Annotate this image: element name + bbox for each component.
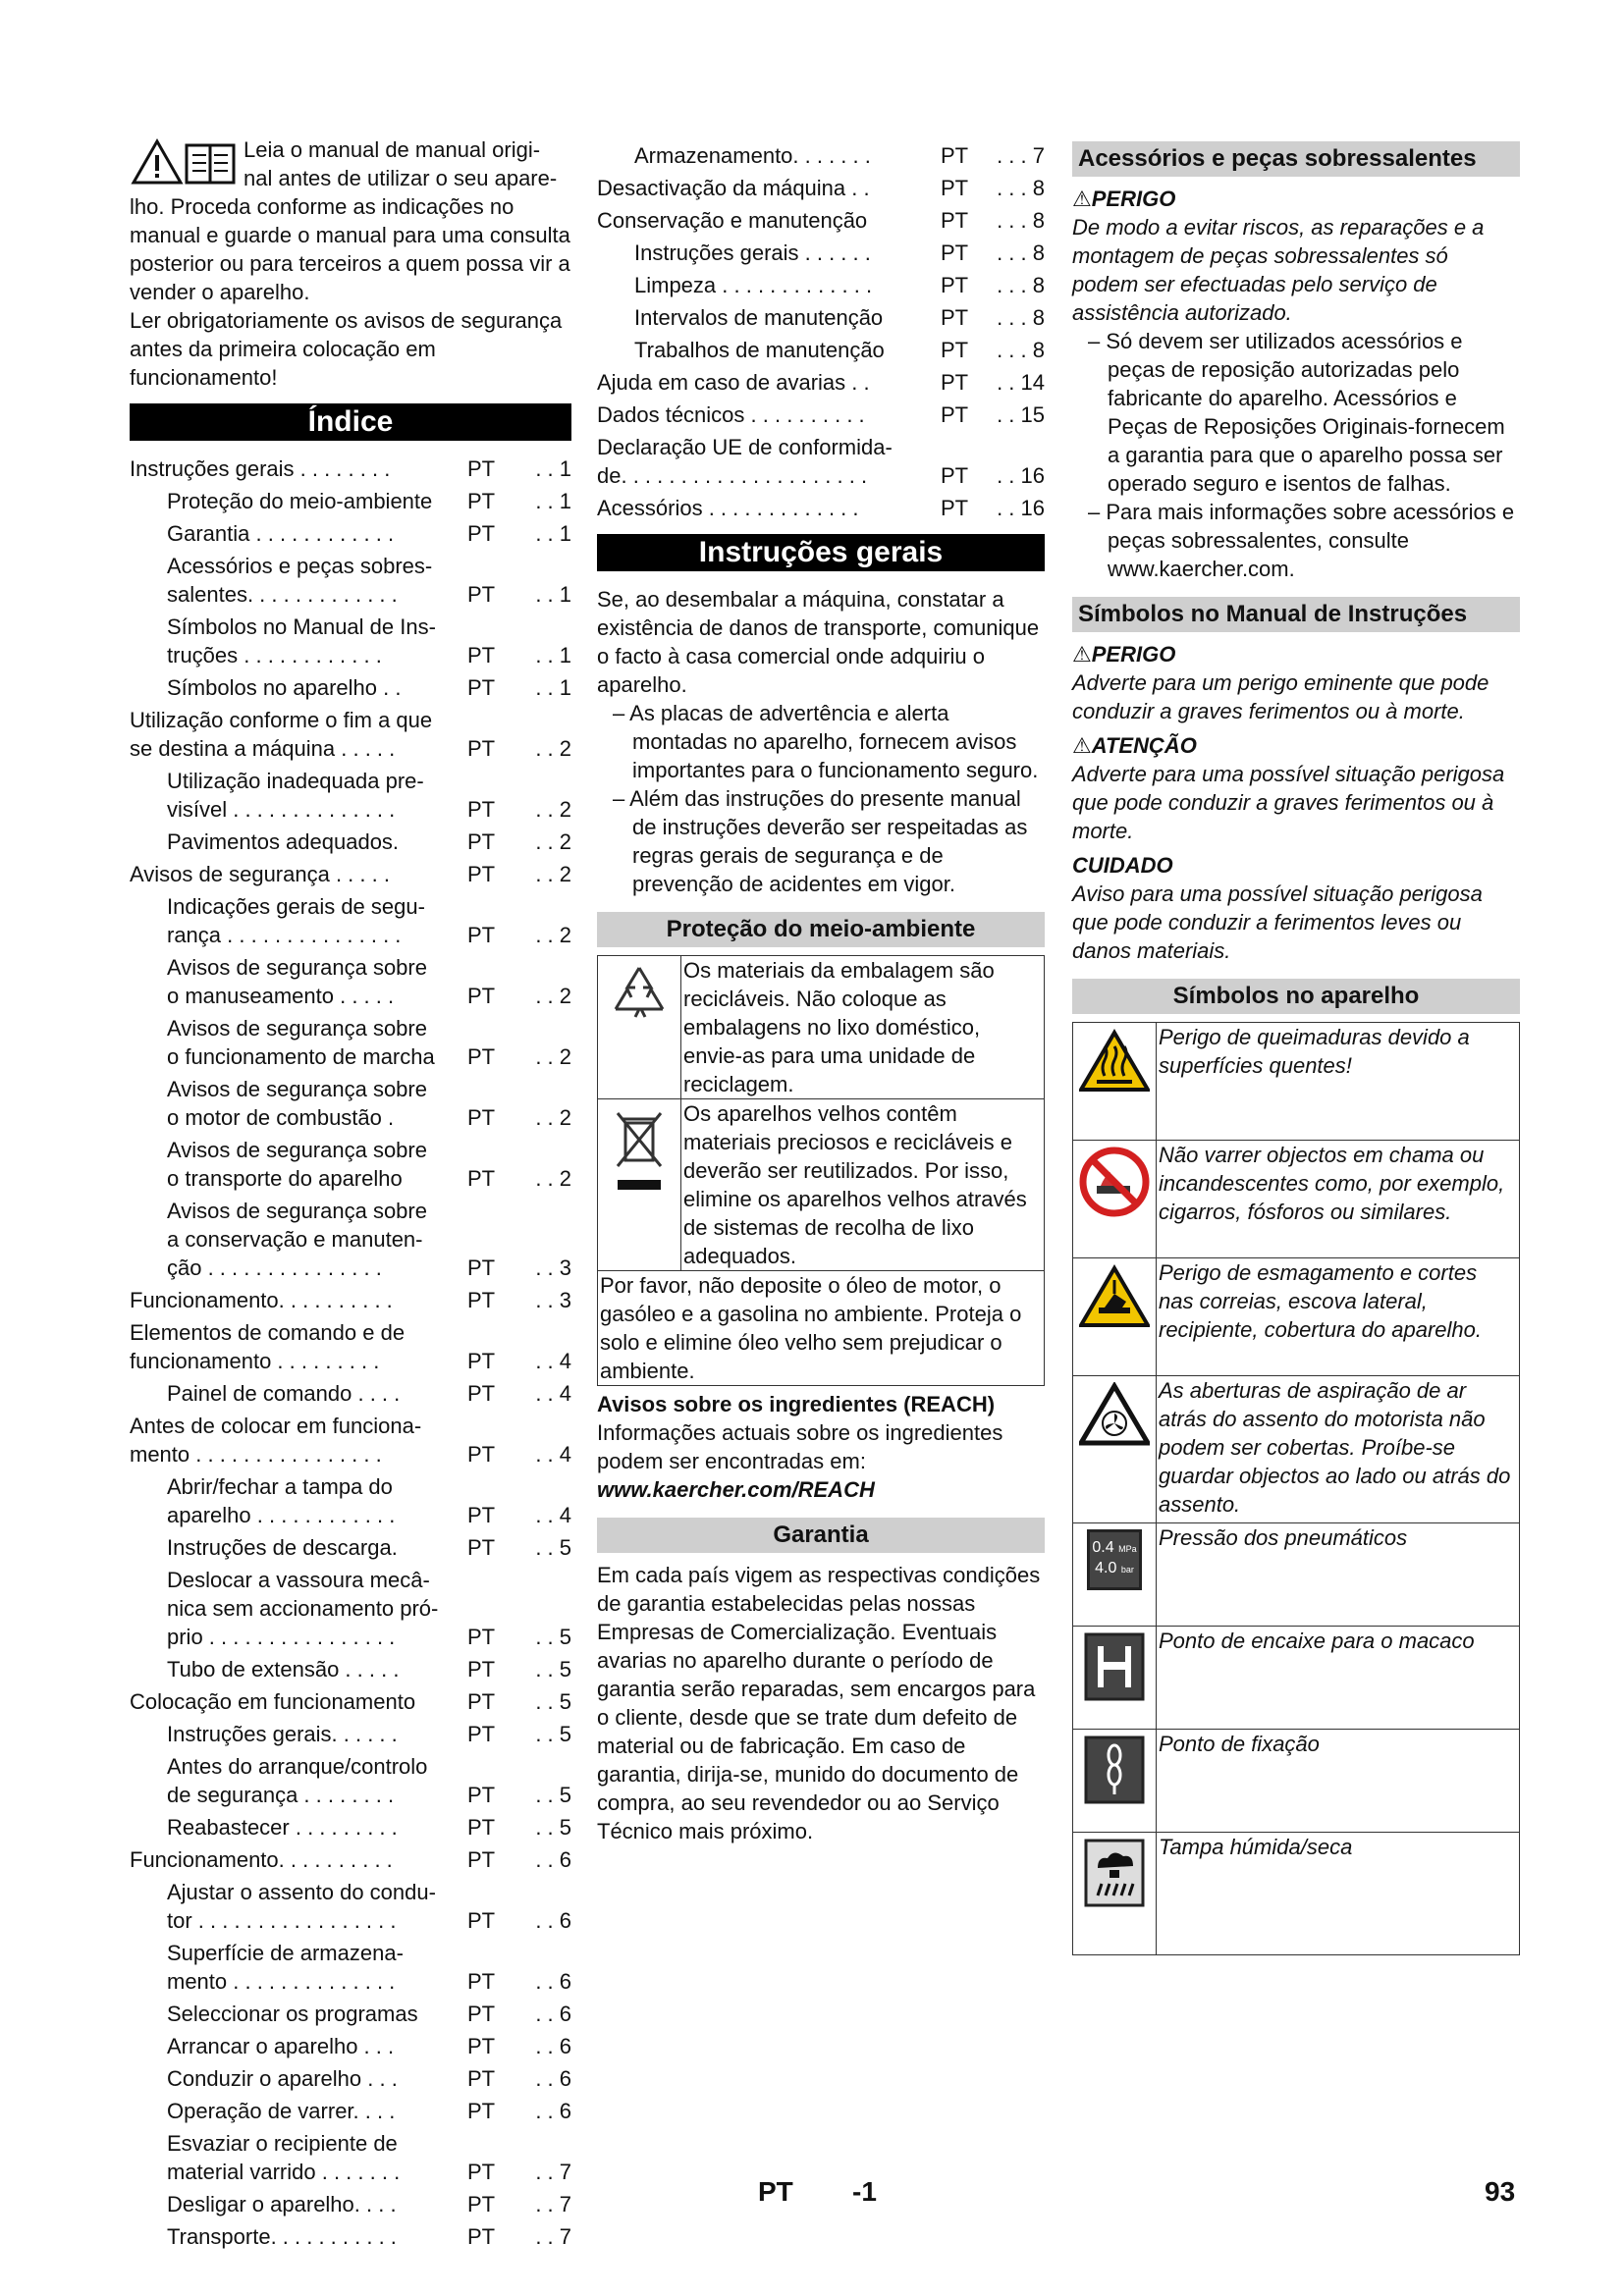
toc-entry[interactable] [597,239,1045,267]
toc-entry-lang: PT [467,643,496,667]
toc-entry[interactable] [597,271,1045,299]
warning-and-manual-icon [130,135,240,187]
toc-entry[interactable] [130,767,571,824]
toc-entry-lang: PT [467,1503,496,1527]
toc-entry-title: Instruções de descarga. [167,1535,398,1560]
toc-entry-lang: PT [467,1442,496,1467]
toc-entry[interactable] [130,1752,571,1809]
toc-entry-title: Indicações gerais de segu- rança . . . . . . . . . . . . . . . [167,894,425,947]
toc-entry-title: Arrancar o aparelho . . . [167,2034,395,2058]
toc-entry-page: . . 2 [535,797,571,822]
toc-entry-lang: PT [467,2224,496,2249]
list-item: – As placas de advertência e alerta montadas no aparelho, fornecem avisos importantes para o funcionamento seguro. [597,699,1045,784]
toc-entry-title: Avisos de segurança sobre o motor de combustão . [167,1077,427,1130]
toc-entry-lang: PT [941,273,969,297]
list-item: – Além das instruções do presente manual de instruções deverão ser respeitadas as regras gerais de segurança e de prevenção de acidentes em vigor. [597,784,1045,898]
toc-entry-title: Antes do arranque/controlo de segurança . . . . . . . . [167,1754,428,1807]
table-of-contents-continued [597,141,1045,522]
toc-entry-title: Proteção do meio-ambiente [167,489,433,513]
toc-entry-page: . . 7 [535,2160,571,2184]
toc-entry-lang: PT [467,1847,496,1872]
toc-entry-page: . . 2 [535,862,571,886]
toc-entry-page: . . 1 [535,582,571,607]
jack-point-icon [1073,1627,1157,1730]
toc-entry[interactable] [130,2000,571,2028]
toc-entry-lang: PT [941,370,969,395]
toc-entry-title: Avisos de segurança sobre o transporte do aparelho [167,1138,427,1191]
column-1 [130,135,571,2255]
toc-entry-title: Acessórios . . . . . . . . . . . . . [597,496,859,520]
env-row-1: Os materiais da embalagem são recicláveis. Não coloque as embalagens no lixo doméstico, envie-as para uma unidade de reciclagem. [681,956,1045,1099]
toc-entry-page: . . 2 [535,1166,571,1191]
env-title: Proteção do meio-ambiente [597,912,1045,947]
toc-entry[interactable] [130,1412,571,1468]
toc-entry-title: Acessórios e peças sobres- salentes. . . . . . . . . . . . . [167,554,433,607]
toc-entry[interactable] [597,336,1045,364]
toc-entry-lang: PT [467,1535,496,1560]
toc-entry-page: . . . 8 [997,176,1045,200]
toc-entry-page: . . . 8 [997,273,1045,297]
toc-entry-lang: PT [467,521,496,546]
symbol-attention-text: Adverte para uma possível situação perigosa que pode conduzir a graves ferimentos ou à morte. [1072,762,1505,843]
toc-entry-page: . . 2 [535,829,571,854]
toc-entry-title: Conservação e manutenção [597,208,868,233]
toc-entry-title: Avisos de segurança sobre a conservação e manuten- ção . . . . . . . . . . . . . . . [167,1199,427,1280]
accessories-danger [1072,185,1520,213]
device-symbol-text: As aberturas de aspiração de ar atrás do assento do motorista não podem ser cobertas. Proíbe-se guardar objectos ao lado ou atrás do assento. [1157,1376,1520,1523]
list-item: – Só devem ser utilizados acessórios e peças de reposição autorizadas pelo fabricante do aparelho. Acessórios e Peças de Reposições Originais-fornecem a garantia para que o aparelho possa ser operado seguro e isentos de falhas. [1072,327,1520,498]
toc-entry-page: . . 1 [535,521,571,546]
wet-dry-lid-icon [1073,1833,1157,1955]
toc-entry-lang: PT [467,736,496,761]
toc-entry-page: . . . 8 [997,240,1045,265]
toc-entry-page: . . 6 [535,2066,571,2091]
toc-entry-title: Funcionamento. . . . . . . . . . [130,1847,393,1872]
toc-entry[interactable] [130,1845,571,1874]
toc-entry-title: Avisos de segurança . . . . . [130,862,390,886]
toc-entry-lang: PT [467,1288,496,1312]
toc-entry[interactable] [130,1687,571,1716]
toc-entry-lang: PT [467,923,496,947]
toc-entry-title: Ajuda em caso de avarias . . [597,370,870,395]
toc-entry[interactable] [130,1720,571,1748]
toc-entry[interactable] [130,828,571,856]
device-symbol-text: Ponto de encaixe para o macaco [1157,1627,1520,1730]
toc-entry-lang: PT [467,1969,496,1994]
toc-entry-page: . . 2 [535,1044,571,1069]
symbol-caution-label: CUIDADO [1072,853,1173,878]
toc-entry-page: . . 1 [535,675,571,700]
crush-hazard-icon [1073,1258,1157,1376]
warning-triangle-icon: ⚠ [1072,642,1092,667]
toc-entry[interactable] [130,2032,571,2060]
reach-title: Avisos sobre os ingredientes (REACH) [597,1392,996,1416]
toc-entry-lang: PT [467,1349,496,1373]
toc-entry-page: . . 5 [535,1657,571,1682]
intro-line-a: Leia o manual de manual origi- [244,137,541,162]
toc-entry[interactable] [130,1075,571,1132]
toc-entry-page: . . 2 [535,923,571,947]
toc-entry[interactable] [130,1136,571,1193]
toc-entry-lang: PT [467,2066,496,2091]
symbol-attention-label: ATENÇÃO [1091,733,1197,758]
env-table [597,955,1045,1386]
toc-entry-page: . . 4 [535,1442,571,1467]
toc-entry-page: . . 4 [535,1381,571,1406]
toc-entry-page: . . 16 [997,463,1045,488]
toc-entry-title: Operação de varrer. . . . [167,2099,396,2123]
toc-entry-title: Trabalhos de manutenção [634,338,885,362]
accessories-danger-label: PERIGO [1091,187,1176,211]
toc-entry-page: . . . 7 [997,143,1045,168]
toc-entry-title: Símbolos no aparelho . . [167,675,402,700]
toc-entry-title: Intervalos de manutenção [634,305,884,330]
toc-entry[interactable] [130,1197,571,1282]
toc-entry-lang: PT [467,456,496,481]
toc-entry-title: Utilização conforme o fim a que se destina a máquina . . . . . [130,708,433,761]
accessories-title: Acessórios e peças sobressalentes [1072,141,1520,177]
toc-entry[interactable] [597,494,1045,522]
toc-entry[interactable] [597,141,1045,170]
toc-entry[interactable] [130,1014,571,1071]
toc-entry[interactable] [130,454,571,483]
toc-entry[interactable] [130,1566,571,1651]
toc-entry-page: . . . 8 [997,338,1045,362]
toc-entry-lang: PT [467,2160,496,2184]
toc-entry[interactable] [130,613,571,669]
toc-entry[interactable] [130,1813,571,1842]
toc-entry[interactable] [597,400,1045,429]
toc-entry-title: Funcionamento. . . . . . . . . . [130,1288,393,1312]
toc-entry-lang: PT [467,797,496,822]
toc-entry-title: Instruções gerais . . . . . . . . [130,456,391,481]
toc-entry-title: Superfície de armazena- mento . . . . . . . . . . . . . . [167,1941,404,1994]
toc-entry-page: . . 7 [535,2224,571,2249]
toc-entry[interactable] [597,368,1045,397]
intro-p2: Ler obrigatoriamente os avisos de segurança antes da primeira colocação em funcionamento! [130,308,563,390]
toc-entry-lang: PT [467,2034,496,2058]
toc-entry[interactable] [130,1533,571,1562]
toc-entry-title: Instruções gerais . . . . . . [634,240,871,265]
device-symbol-text: Não varrer objectos em chama ou incandescentes como, por exemplo, cigarros, fósforos ou similares. [1157,1141,1520,1258]
toc-entry-lang: PT [941,240,969,265]
toc-entry[interactable] [130,1318,571,1375]
toc-entry-lang: PT [467,2099,496,2123]
toc-entry-page: . . 15 [997,402,1045,427]
toc-entry-lang: PT [467,675,496,700]
device-symbol-text: Perigo de queimaduras devido a superfícies quentes! [1157,1023,1520,1141]
toc-entry-lang: PT [467,1044,496,1069]
toc-entry[interactable] [130,1939,571,1996]
warning-triangle-icon: ⚠ [1072,733,1092,758]
warning-triangle-icon: ⚠ [1072,187,1092,211]
toc-entry[interactable] [130,552,571,609]
toc-entry-page: . . 6 [535,2002,571,2026]
accessories-bullets [1072,327,1520,583]
device-symbol-text: Perigo de esmagamento e cortes nas correias, escova lateral, recipiente, cobertura do aparelho. [1157,1258,1520,1376]
toc-entry-title: Avisos de segurança sobre o manuseamento . . . . . [167,955,427,1008]
toc-entry[interactable] [130,673,571,702]
toc-entry-lang: PT [467,1783,496,1807]
env-row-3: Por favor, não deposite o óleo de motor, o gasóleo e a gasolina no ambiente. Proteja o solo e elimine óleo velho sem prejudicar o ambiente. [598,1271,1045,1386]
toc-entry-lang: PT [941,496,969,520]
toc-entry-title: Limpeza . . . . . . . . . . . . . [634,273,873,297]
toc-entry[interactable] [130,1655,571,1683]
toc-entry-title: Pavimentos adequados. [167,829,400,854]
toc-entry-page: . . 5 [535,1535,571,1560]
toc-entry-lang: PT [467,489,496,513]
toc-entry-page: . . . 8 [997,208,1045,233]
toc-entry-page: . . 1 [535,643,571,667]
device-symbol-text: Tampa húmida/seca [1157,1833,1520,1955]
toc-entry-title: Deslocar a vassoura mecâ- nica sem accionamento pró- prio . . . . . . . . . . . . . . . . [167,1568,439,1649]
symbol-caution-text: Aviso para uma possível situação perigosa que pode conduzir a ferimentos leves ou danos materiais. [1072,881,1483,963]
toc-entry-lang: PT [467,1689,496,1714]
manual-symbols-title: Símbolos no Manual de Instruções [1072,597,1520,632]
toc-entry-title: Desactivação da máquina . . [597,176,870,200]
symbol-danger [1072,640,1520,668]
toc-entry-page: . . 4 [535,1503,571,1527]
toc-entry[interactable] [130,892,571,949]
toc-entry-title: Dados técnicos . . . . . . . . . . [597,402,865,427]
toc-entry[interactable] [130,706,571,763]
no-burning-objects-icon [1073,1141,1157,1258]
footer-page-local: -1 [852,2176,877,2207]
intro-line-b: nal antes de utilizar o seu apare- [244,166,558,190]
accessories-danger-text: De modo a evitar riscos, as reparações e a montagem de peças sobressalentes só podem ser efectuadas pelo serviço de assistência autorizado. [1072,215,1485,325]
toc-entry-title: Declaração UE de conformida- de. . . . . . . . . . . . . . . . . . . . . [597,435,893,488]
toc-entry[interactable] [597,433,1045,490]
tire-pressure-icon [1073,1523,1157,1627]
toc-entry-page: . . 2 [535,984,571,1008]
toc-entry-page: . . 5 [535,1783,571,1807]
toc-entry-title: Ajustar o assento do condu- tor . . . . . . . . . . . . . . . . . [167,1880,436,1933]
pressure-value-1: 0.4 [1092,1539,1114,1556]
toc-entry-page: . . 5 [535,1625,571,1649]
toc-entry-lang: PT [941,143,969,168]
toc-entry[interactable] [597,174,1045,202]
toc-entry-title: Elementos de comando e de funcionamento . . . . . . . . . [130,1320,406,1373]
toc-entry-page: . . 14 [997,370,1045,395]
toc-entry[interactable] [130,1286,571,1314]
tie-down-point-icon [1073,1730,1157,1833]
toc-entry-page: . . 2 [535,736,571,761]
toc-entry[interactable] [130,1379,571,1408]
toc-entry-page: . . 7 [535,2192,571,2216]
toc-entry-page: . . 3 [535,1288,571,1312]
toc-entry-page: . . 6 [535,1969,571,1994]
pressure-unit-2: bar [1120,1565,1134,1575]
general-title: Instruções gerais [597,534,1045,571]
device-symbol-text: Pressão dos pneumáticos [1157,1523,1520,1627]
toc-entry[interactable] [597,303,1045,332]
toc-entry-title: Seleccionar os programas [167,2002,418,2026]
toc-entry-lang: PT [467,862,496,886]
toc-entry-lang: PT [467,1625,496,1649]
toc-entry[interactable] [130,1878,571,1935]
toc-entry-lang: PT [941,463,969,488]
column-3 [1072,141,1520,1955]
pressure-unit-1: MPa [1118,1544,1137,1554]
toc-entry-page: . . 1 [535,489,571,513]
toc-entry-page: . . 3 [535,1255,571,1280]
toc-entry[interactable] [130,2190,571,2218]
toc-entry-lang: PT [467,582,496,607]
toc-entry-page: . . . 8 [997,305,1045,330]
toc-entry-lang: PT [467,1255,496,1280]
toc-entry-title: Garantia . . . . . . . . . . . . [167,521,395,546]
toc-entry-lang: PT [467,829,496,854]
toc-entry-page: . . 2 [535,1105,571,1130]
device-symbols-table [1072,1022,1520,1955]
toc-entry-page: . . 6 [535,2099,571,2123]
toc-entry[interactable] [130,860,571,888]
toc-entry-lang: PT [941,338,969,362]
toc-entry-page: . . 16 [997,496,1045,520]
toc-entry-title: Instruções gerais. . . . . . [167,1722,398,1746]
toc-entry-lang: PT [941,402,969,427]
toc-entry-lang: PT [941,208,969,233]
toc-entry-title: Abrir/fechar a tampa do aparelho . . . . . . . . . . . . [167,1474,396,1527]
toc-entry-lang: PT [467,1105,496,1130]
device-symbols-title: Símbolos no aparelho [1072,979,1520,1014]
toc-entry-lang: PT [467,1815,496,1840]
symbol-danger-text: Adverte para um perigo eminente que pode conduzir a graves ferimentos ou à morte. [1072,670,1489,723]
list-item: – Para mais informações sobre acessórios e peças sobressalentes, consulte www.kaercher.com. [1072,498,1520,583]
toc-entry-title: Transporte. . . . . . . . . . . [167,2224,397,2249]
toc-entry-page: . . 1 [535,456,571,481]
toc-entry[interactable] [130,2129,571,2186]
toc-entry-title: Utilização inadequada pre- visível . . . . . . . . . . . . . . [167,769,424,822]
toc-entry-title: Esvaziar o recipiente de material varrido . . . . . . . [167,2131,401,2184]
toc-entry-page: . . 6 [535,1908,571,1933]
reach-text: Informações actuais sobre os ingredientes podem ser encontradas em: [597,1420,1003,1473]
toc-entry-title: Painel de comando . . . . [167,1381,401,1406]
footer-page-number: 93 [1485,2176,1516,2207]
recycle-icon [598,956,681,1099]
toc-entry-lang: PT [467,1381,496,1406]
toc-entry-page: . . 6 [535,1847,571,1872]
symbol-danger-label: PERIGO [1091,642,1176,667]
toc-entry-lang: PT [467,1657,496,1682]
device-symbol-text: Ponto de fixação [1157,1730,1520,1833]
intro [130,135,571,392]
toc-entry-page: . . 4 [535,1349,571,1373]
toc-entry-page: . . 5 [535,1722,571,1746]
toc-entry[interactable] [130,1472,571,1529]
general-bullets [597,699,1045,898]
toc-entry-title: Colocação em funcionamento [130,1689,416,1714]
toc-entry-title: Antes de colocar em funciona- mento . . . . . . . . . . . . . . . . [130,1414,422,1467]
toc-entry[interactable] [130,519,571,548]
toc-entry-title: Reabastecer . . . . . . . . . [167,1815,398,1840]
env-row-2: Os aparelhos velhos contêm materiais preciosos e recicláveis e deverão ser reutilizados. Por isso, elimine os aparelhos velhos através de sistemas de recolha de lixo adequados. [681,1099,1045,1271]
table-of-contents [130,454,571,2251]
toc-entry-title: Símbolos no Manual de Ins- truções . . . . . . . . . . . . [167,614,436,667]
index-title: Índice [130,403,571,441]
toc-entry[interactable] [130,487,571,515]
toc-entry-lang: PT [467,1722,496,1746]
warranty-title: Garantia [597,1518,1045,1553]
intro-rest: lho. Proceda conforme as indicações no manual e guarde o manual para uma consulta posterior ou para terceiros a quem possa vir a vender o aparelho. [130,194,570,304]
toc-entry-title: Conduzir o aparelho . . . [167,2066,398,2091]
toc-entry[interactable] [130,2097,571,2125]
general-p1: Se, ao desembalar a máquina, constatar a existência de danos de transporte, comunique o facto à casa comercial onde adquiriu o aparelho. [597,587,1040,697]
toc-entry-page: . . 6 [535,2034,571,2058]
toc-entry[interactable] [130,2064,571,2093]
toc-entry[interactable] [597,206,1045,235]
toc-entry-page: . . 5 [535,1815,571,1840]
reach-link[interactable]: www.kaercher.com/REACH [597,1477,875,1502]
toc-entry-lang: PT [941,305,969,330]
toc-entry-lang: PT [467,2002,496,2026]
crossed-bin-icon [598,1099,681,1271]
toc-entry-lang: PT [467,1166,496,1191]
warranty-text: Em cada país vigem as respectivas condições de garantia estabelecidas pelas nossas Empresas de Comercialização. Eventuais avarias no aparelho durante o período de garantia serão reparadas, sem encargos para o cliente, desde que se trate dum defeito de material ou de fabricação. Em caso de garantia, dirija-se, munido do documento de compra, ao seu revendedor ou ao Serviço Técnico mais próximo. [597,1563,1041,1843]
toc-entry-lang: PT [941,176,969,200]
hot-surface-warning-icon [1073,1023,1157,1141]
toc-entry-lang: PT [467,2192,496,2216]
symbol-attention [1072,731,1520,760]
toc-entry-page: . . 5 [535,1689,571,1714]
toc-entry[interactable] [130,953,571,1010]
toc-entry-lang: PT [467,984,496,1008]
toc-entry-title: Armazenamento. . . . . . . [634,143,871,168]
toc-entry-title: Desligar o aparelho. . . . [167,2192,397,2216]
toc-entry[interactable] [130,2222,571,2251]
column-2 [597,141,1045,1845]
toc-entry-title: Avisos de segurança sobre o funcionamento de marcha [167,1016,435,1069]
pressure-value-2: 4.0 [1095,1560,1117,1576]
fan-warning-icon [1073,1376,1157,1523]
toc-entry-title: Tubo de extensão . . . . . [167,1657,400,1682]
footer-lang: PT [758,2176,793,2207]
toc-entry-lang: PT [467,1908,496,1933]
